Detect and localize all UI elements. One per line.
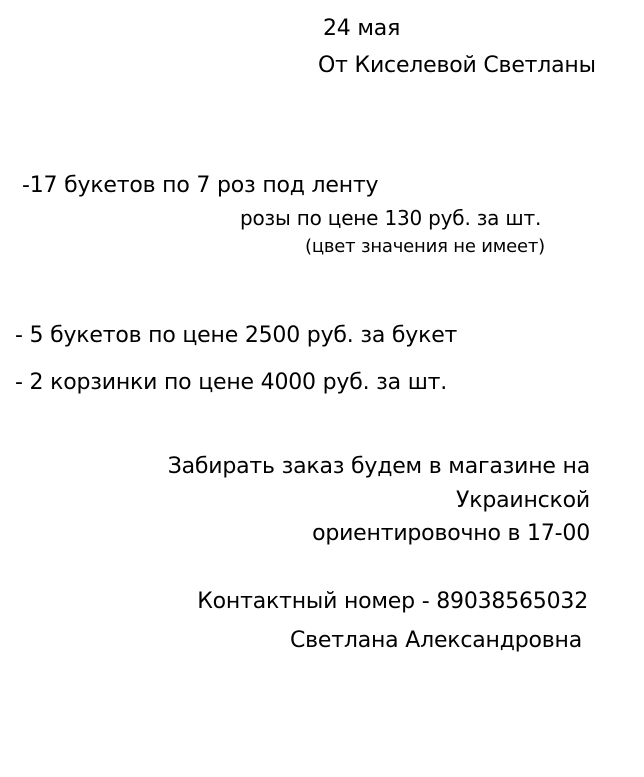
pickup-line-2: Украинской [456, 488, 590, 513]
order-from: От Киселевой Светланы [318, 53, 596, 78]
order-item-roses-price: розы по цене 130 руб. за шт. [240, 206, 542, 230]
order-item-roses-note: (цвет значения не имеет) [305, 236, 545, 257]
pickup-line-3: ориентировочно в 17-00 [312, 521, 590, 546]
order-item-baskets: - 2 корзинки по цене 4000 руб. за шт. [15, 370, 448, 395]
order-item-bouquets: - 5 букетов по цене 2500 руб. за букет [15, 323, 458, 348]
contact-name: Светлана Александровна [289, 628, 582, 653]
order-item-roses: -17 букетов по 7 роз под ленту [22, 173, 379, 198]
order-date: 24 мая [323, 16, 401, 41]
contact-phone: Контактный номер - 89038565032 [197, 589, 588, 614]
pickup-line-1: Забирать заказ будем в магазине на [167, 454, 590, 479]
